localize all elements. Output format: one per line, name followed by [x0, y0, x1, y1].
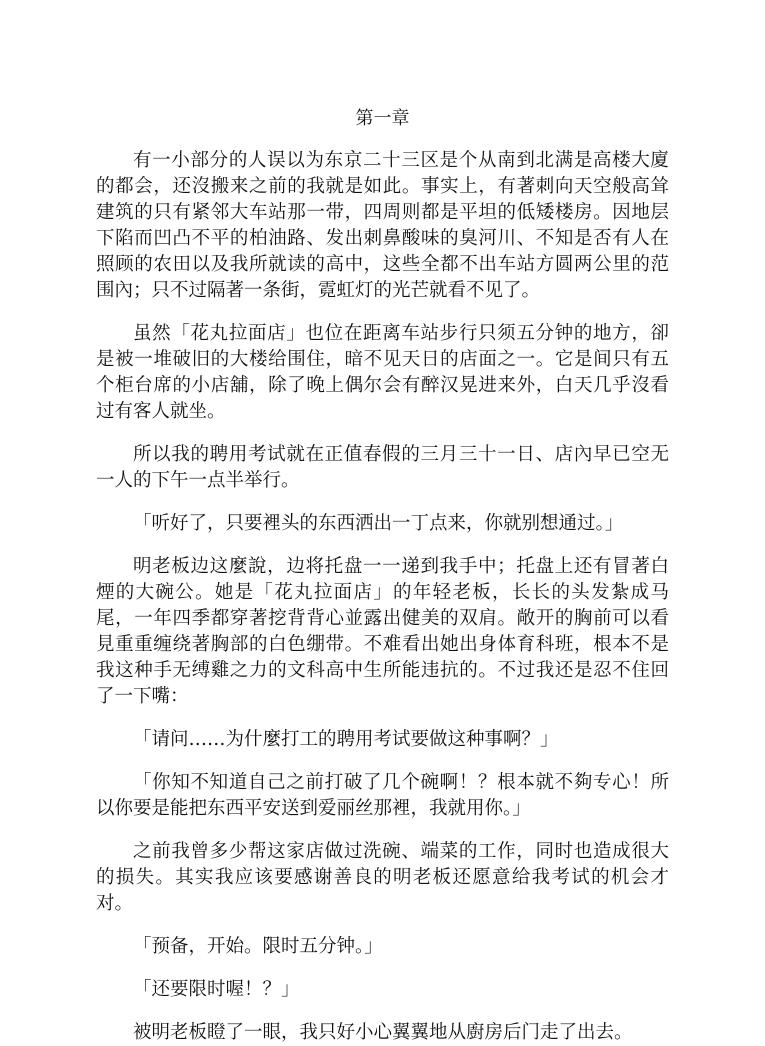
paragraph-9: 「预备，开始。限时五分钟。」: [133, 936, 383, 957]
paragraph-1: 有一小部分的人误以为东京二十三区是个从南到北满是高楼大廈的都会，还沒搬来之前的我就是如此。事实上，有著刺向天空般高耸建筑的只有紧邻大车站那一带，四周则都是平坦的低矮楼房。因地层下陷而凹凸不平的柏油路、发出刺鼻酸味的臭河川、不知是否有人在照顾的农田以及我所就读的高中，这些全都不出车站方圆两公里的范围內；只不过隔著一条街，霓虹灯的光芒就看不见了。: [96, 150, 669, 301]
paragraph-7: 「你知不知道自己之前打破了几个碗啊！？根本就不夠专心！所以你要是能把东西平安送到爱丽丝那裡，我就用你。」: [96, 772, 669, 819]
chapter-title: 第一章: [355, 108, 410, 129]
paragraph-2: 虽然「花丸拉面店」也位在距离车站步行只须五分钟的地方，卻是被一堆破旧的大楼给围住，暗不见天日的店面之一。它是间只有五个柜台席的小店舖，除了晚上偶尔会有醉汉晃进来外，白天几乎沒看过有客人就坐。: [96, 323, 669, 422]
paragraph-3: 所以我的聘用考试就在正值春假的三月三十一日、店內早已空无一人的下午一点半举行。: [96, 444, 669, 491]
paragraph-4: 「听好了，只要裡头的东西洒出一丁点来，你就别想通过。」: [133, 513, 624, 534]
paragraph-6: 「请问……为什麼打工的聘用考试要做这种事啊？」: [133, 729, 559, 750]
paragraph-10: 「还要限时喔！？」: [133, 979, 300, 1000]
paragraph-5: 明老板边这麼說，边将托盘一一递到我手中；托盘上还有冒著白煙的大碗公。她是「花丸拉面店」的年轻老板，长长的头发紮成马尾，一年四季都穿著挖背背心並露出健美的双肩。敞开的胸前可以看見重重缠绕著胸部的白色绷带。不难看出她出身体育科班，根本不是我这种手无缚雞之力的文科高中生所能违抗的。不过我还是忍不住回了一下嘴：: [96, 556, 669, 707]
paragraph-11: 被明老板瞪了一眼，我只好小心翼翼地从廚房后门走了出去。: [133, 1022, 633, 1043]
paragraph-8: 之前我曾多少帮这家店做过洗碗、端菜的工作，同时也造成很大的损失。其实我应该要感谢善良的明老板还愿意给我考试的机会才对。: [96, 841, 669, 914]
